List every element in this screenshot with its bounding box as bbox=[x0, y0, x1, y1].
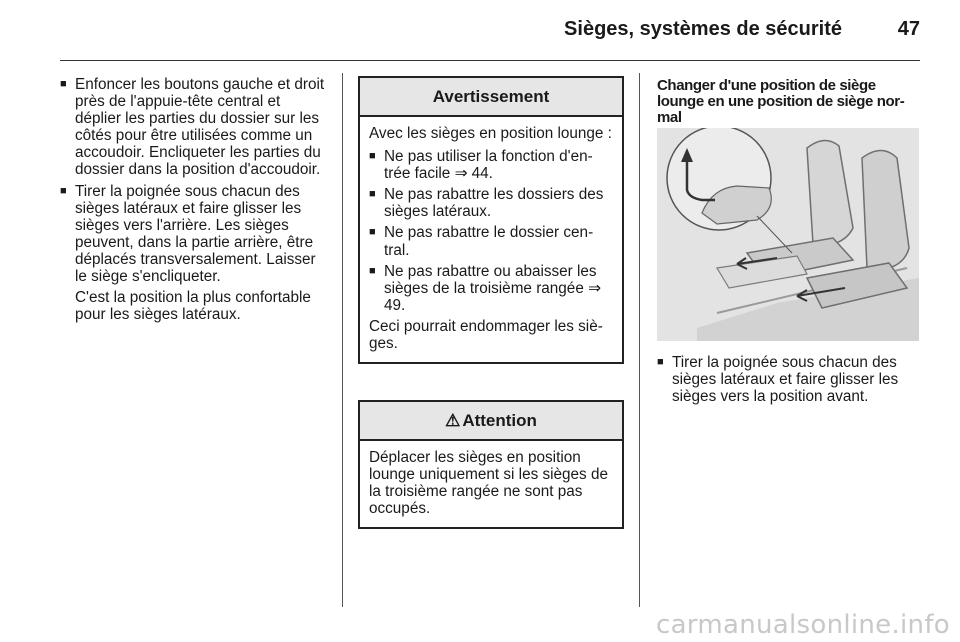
bullet-square-icon: ■ bbox=[657, 356, 664, 368]
warning-intro: Avec les sièges en position lounge : bbox=[369, 125, 612, 142]
list-item bbox=[369, 263, 612, 314]
warning-box-body bbox=[360, 117, 622, 362]
list-item-text: Ne pas rabattre les dossiers des sièges latéraux. bbox=[384, 186, 604, 221]
list-item bbox=[369, 148, 612, 182]
warning-triangle-icon: ⚠ bbox=[445, 410, 461, 430]
bullet-square-icon: ■ bbox=[369, 264, 376, 277]
attention-box-body: Déplacer les sièges en position lounge uniquement si les sièges de la troisième rangée ne sont pas occupés. bbox=[369, 449, 608, 518]
list-item bbox=[369, 224, 612, 258]
attention-box bbox=[358, 400, 624, 529]
bullet-square-icon: ■ bbox=[60, 78, 67, 90]
seat-illustration bbox=[657, 128, 919, 341]
body-paragraph: C'est la position la plus confortable pour les sièges latéraux. bbox=[75, 289, 311, 324]
section-heading: Changer d'une position de siège lounge en une position de siège normal bbox=[657, 77, 905, 126]
header-title: Sièges, systèmes de sécurité bbox=[564, 18, 842, 40]
watermark: carmanualsonline.info bbox=[655, 610, 950, 640]
page-number: 47 bbox=[897, 18, 920, 40]
list-item bbox=[60, 76, 328, 179]
column-right-list bbox=[657, 354, 919, 409]
column-left bbox=[60, 76, 328, 323]
list-item-text: Tirer la poignée sous chacun des sièges latéraux et faire glisser les sièges vers la position avant. bbox=[672, 354, 899, 406]
bullet-square-icon: ■ bbox=[369, 150, 376, 163]
warning-box-title: Avertissement bbox=[360, 78, 622, 117]
list-item bbox=[369, 186, 612, 220]
column-divider-left bbox=[342, 73, 343, 607]
list-item-text: Tirer la poignée sous chacun des sièges latéraux et faire glisser les sièges vers l'arrière. Les sièges peuvent, dans la partie arrière, être déplacés transversalement. Laisser le siège s'encliqueter. bbox=[75, 182, 316, 286]
list-item bbox=[657, 354, 919, 405]
header-rule bbox=[60, 60, 920, 61]
column-divider-right bbox=[639, 73, 640, 607]
warning-box bbox=[358, 76, 624, 364]
list-item-text: Enfoncer les boutons gauche et droit près de l'appuie-tête central et déplier les parties du dossier sur les côtés pour être utilisées comme un accoudoir. Encliqueter les parties du dossier dans la position d'accoudoir. bbox=[75, 76, 325, 179]
attention-box-header bbox=[360, 402, 622, 441]
bullet-square-icon: ■ bbox=[369, 226, 376, 239]
list-item-text: Ne pas rabattre le dossier central. bbox=[384, 224, 594, 259]
bullet-square-icon: ■ bbox=[60, 184, 67, 197]
bullet-square-icon: ■ bbox=[369, 188, 376, 201]
list-item-text: Ne pas utiliser la fonction d'entrée facile ⇒ 44. bbox=[384, 148, 593, 183]
list-item bbox=[60, 183, 328, 286]
warning-closing: Ceci pourrait endommager les sièges. bbox=[369, 317, 603, 353]
attention-box-title: Attention bbox=[462, 410, 537, 430]
list-item-text: Ne pas rabattre ou abaisser les sièges de la troisième rangée ⇒ 49. bbox=[384, 262, 601, 314]
